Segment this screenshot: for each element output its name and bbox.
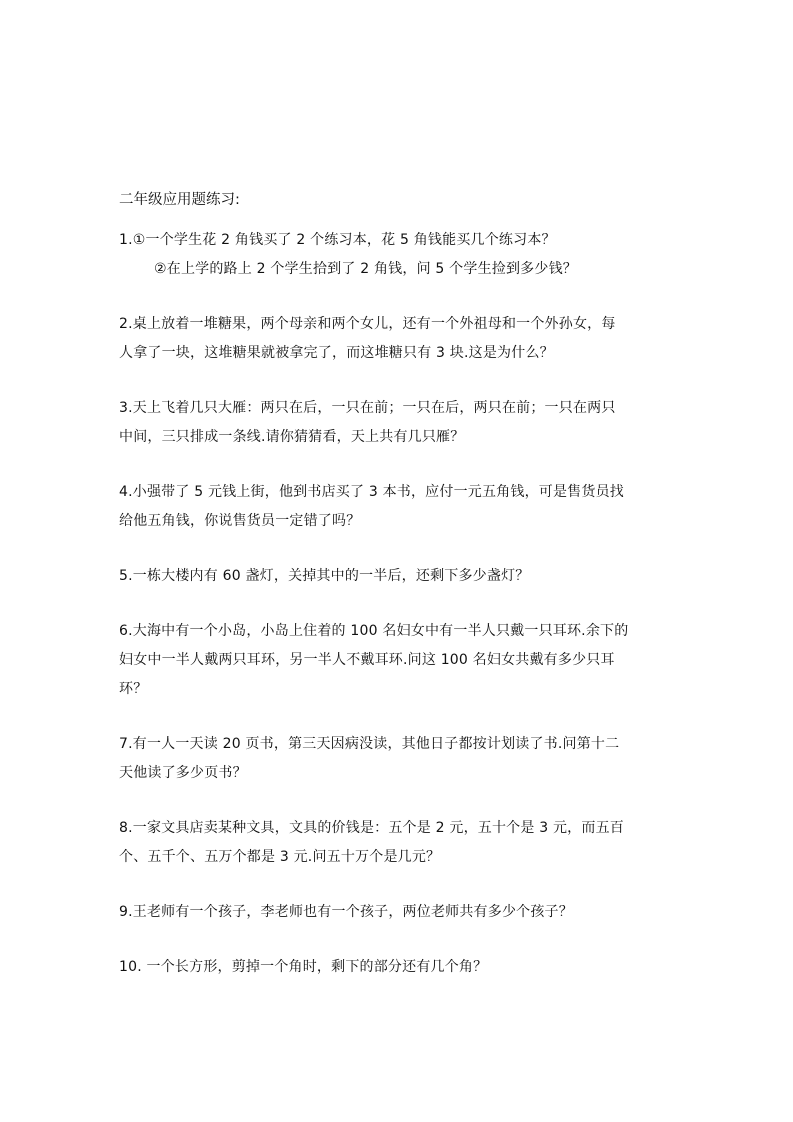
question-line: 6.大海中有一个小岛，小岛上住着的 100 名妇女中有一半人只戴一只耳环.余下的 <box>119 623 629 639</box>
question-line: 10. 一个长方形，剪掉一个角时，剩下的部分还有几个角？ <box>119 959 488 975</box>
question-line: 2.桌上放着一堆糖果，两个母亲和两个女儿，还有一个外祖母和一个外孙女，每 <box>119 316 616 332</box>
question-line: 8.一家文具店卖某种文具，文具的价钱是：五个是 2 元，五十个是 3 元，而五百 <box>119 820 624 836</box>
question-4 <box>119 478 679 536</box>
question-8 <box>119 814 679 872</box>
question-line: ②在上学的路上 2 个学生拾到了 2 角钱，问 5 个学生捡到多少钱？ <box>154 261 577 277</box>
document-title: 二年级应用题练习: <box>119 192 240 208</box>
question-line: 人拿了一块，这堆糖果就被拿完了，而这堆糖只有 3 块.这是为什么？ <box>119 345 554 361</box>
question-7 <box>119 730 679 788</box>
question-line: 9.王老师有一个孩子，李老师也有一个孩子，两位老师共有多少个孩子？ <box>119 904 573 920</box>
question-6 <box>119 617 679 704</box>
document-page <box>119 188 679 1008</box>
question-line: 1.①一个学生花 2 角钱买了 2 个练习本，花 5 角钱能买几个练习本？ <box>119 232 556 248</box>
question-2 <box>119 310 679 368</box>
question-line: 妇女中一半人戴两只耳环，另一半人不戴耳环.问这 100 名妇女共戴有多少只耳 <box>119 652 615 668</box>
question-line: 4.小强带了 5 元钱上街，他到书店买了 3 本书，应付一元五角钱，可是售货员找 <box>119 484 624 500</box>
question-line: 给他五角钱，你说售货员一定错了吗？ <box>119 513 361 529</box>
question-line: 5.一栋大楼内有 60 盏灯，关掉其中的一半后，还剩下多少盏灯？ <box>119 568 530 584</box>
question-9 <box>119 898 679 927</box>
question-line: 个、五千个、五万个都是 3 元.问五十万个是几元？ <box>119 849 441 865</box>
question-3 <box>119 394 679 452</box>
question-line: 7.有一人一天读 20 页书，第三天因病没读，其他日子都按计划读了书.问第十二 <box>119 736 620 752</box>
question-line: 3.天上飞着几只大雁：两只在后，一只在前；一只在后，两只在前；一只在两只 <box>119 400 616 416</box>
question-5 <box>119 562 679 591</box>
question-1 <box>119 226 679 284</box>
question-10 <box>119 953 679 982</box>
question-line: 天他读了多少页书？ <box>119 765 247 781</box>
question-line: 环？ <box>119 681 148 697</box>
question-line: 中间，三只排成一条线.请你猜猜看，天上共有几只雁？ <box>119 429 465 445</box>
